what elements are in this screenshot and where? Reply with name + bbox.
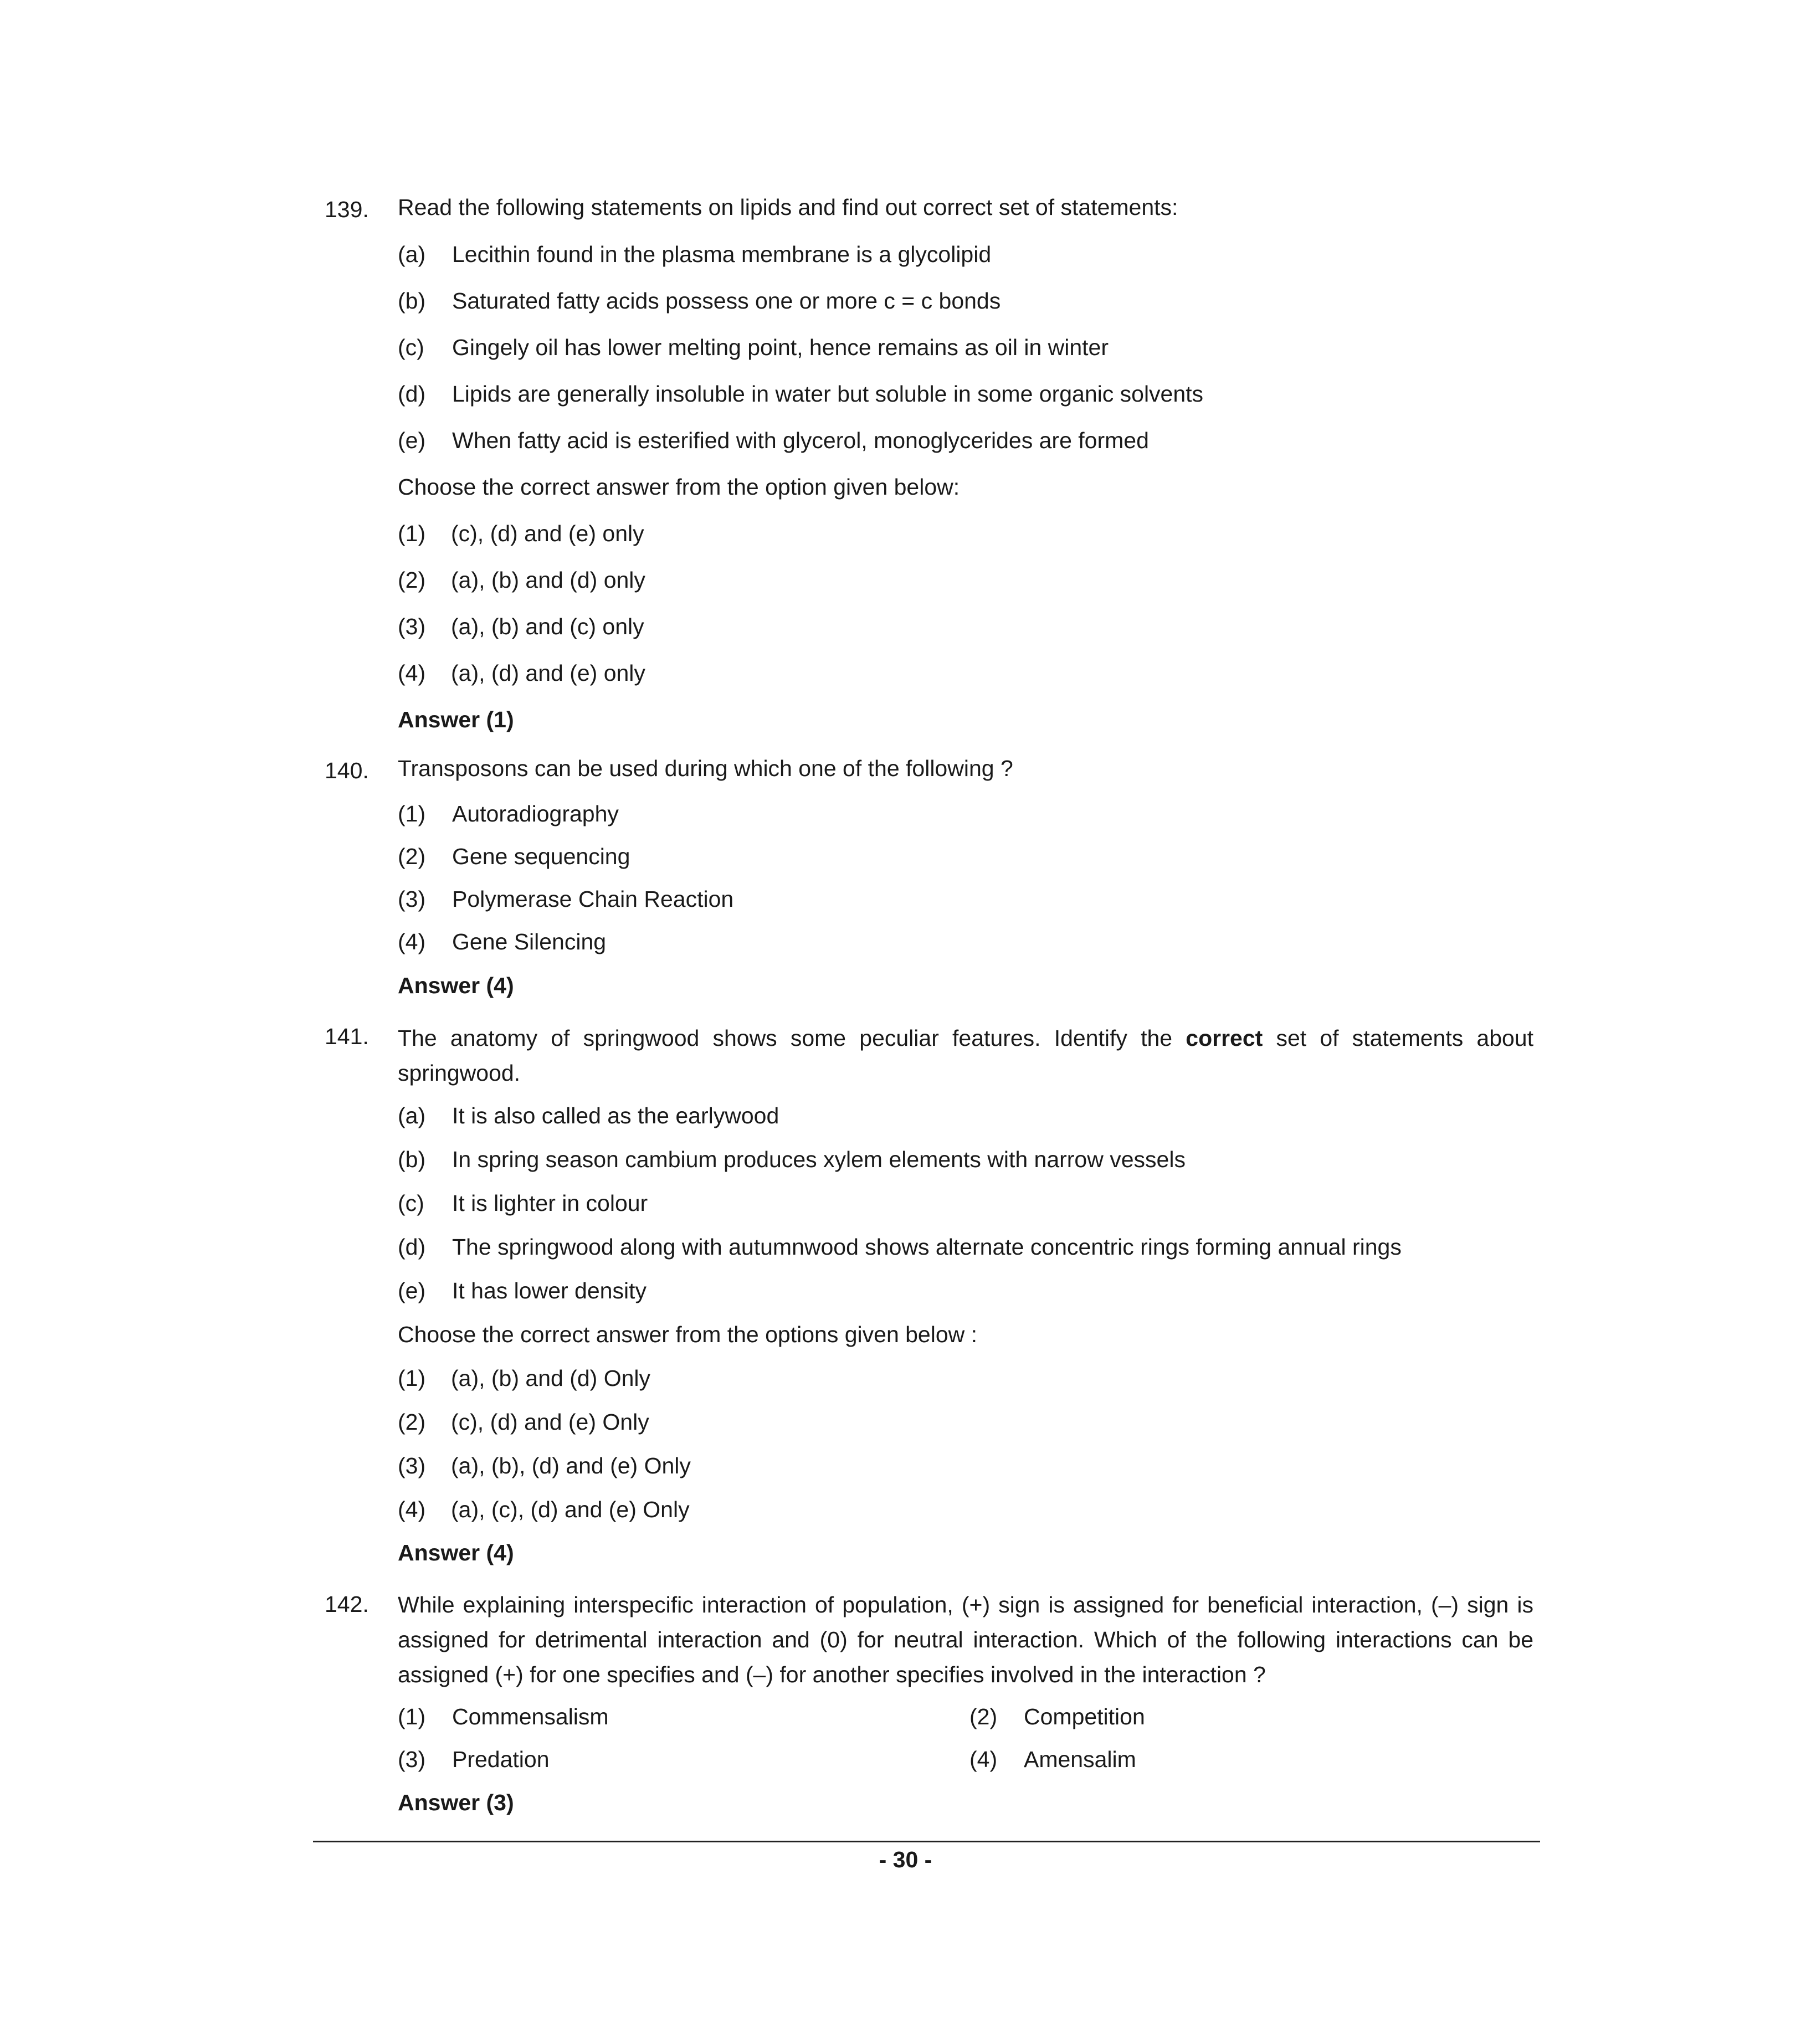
option-label: (3): [398, 1453, 426, 1478]
option-text: Commensalism: [452, 1704, 609, 1729]
statement-label: (d): [398, 381, 426, 407]
emphasis-text: correct: [1186, 1025, 1263, 1051]
answer-label: Answer (1): [398, 707, 514, 732]
option-text: (c), (d) and (e) Only: [451, 1409, 649, 1435]
option-text: Amensalim: [1024, 1747, 1136, 1772]
option-text: (a), (b) and (d) Only: [451, 1365, 650, 1391]
question-number: 141.: [325, 1024, 369, 1049]
statement-text: It is also called as the earlywood: [452, 1103, 779, 1128]
option-text: Gene Silencing: [452, 929, 607, 954]
option-label: (2): [969, 1704, 998, 1729]
statement-text: Lipids are generally insoluble in water but soluble in some organic solvents: [452, 381, 1204, 407]
option-text: (c), (d) and (e) only: [451, 521, 644, 546]
statement-label: (e): [398, 1278, 426, 1303]
option-label: (1): [398, 521, 426, 546]
option-label: (4): [398, 929, 426, 954]
statement-label: (d): [398, 1234, 426, 1260]
question-text-part: set of statements about springwood.: [398, 1025, 1533, 1086]
question-text: [398, 1021, 1533, 1091]
option-label: (4): [398, 660, 426, 686]
option-text: Polymerase Chain Reaction: [452, 886, 734, 912]
statement-label: (e): [398, 428, 426, 453]
statement-label: (a): [398, 1103, 426, 1128]
statement-text: The springwood along with autumnwood shows alternate concentric rings forming annual rings: [452, 1234, 1402, 1260]
option-label: (3): [398, 886, 426, 912]
statement-text: Gingely oil has lower melting point, hence remains as oil in winter: [452, 335, 1109, 360]
option-text: (a), (c), (d) and (e) Only: [451, 1497, 690, 1522]
statement-label: (c): [398, 1190, 424, 1216]
footer-divider: [313, 1841, 1540, 1842]
option-label: (3): [398, 1747, 426, 1772]
statement-label: (a): [398, 242, 426, 267]
statement-text: It is lighter in colour: [452, 1190, 648, 1216]
option-text: Gene sequencing: [452, 844, 630, 869]
question-text: Read the following statements on lipids and find out correct set of statements:: [398, 194, 1178, 220]
statement-text: It has lower density: [452, 1278, 647, 1303]
option-text: Autoradiography: [452, 801, 619, 826]
option-label: (4): [969, 1747, 998, 1772]
statement-text: Lecithin found in the plasma membrane is a glycolipid: [452, 242, 992, 267]
question-number: 140.: [325, 758, 369, 783]
question-text-part: The anatomy of springwood shows some peculiar features. Identify the: [398, 1025, 1186, 1051]
option-text: (a), (b) and (c) only: [451, 614, 644, 639]
option-text: (a), (d) and (e) only: [451, 660, 645, 686]
option-label: (4): [398, 1497, 426, 1522]
statement-text: In spring season cambium produces xylem elements with narrow vessels: [452, 1147, 1186, 1172]
option-label: (1): [398, 1704, 426, 1729]
answer-label: Answer (3): [398, 1790, 514, 1815]
option-label: (2): [398, 1409, 426, 1435]
page-number: - 30 -: [879, 1847, 932, 1872]
option-text: Competition: [1024, 1704, 1145, 1729]
option-text: (a), (b) and (d) only: [451, 567, 645, 593]
option-label: (2): [398, 567, 426, 593]
option-label: (1): [398, 801, 426, 826]
option-text: (a), (b), (d) and (e) Only: [451, 1453, 691, 1478]
option-label: (2): [398, 844, 426, 869]
option-label: (3): [398, 614, 426, 639]
instruction-text: Choose the correct answer from the option given below:: [398, 474, 960, 500]
statement-label: (b): [398, 288, 426, 314]
statement-text: Saturated fatty acids possess one or more c = c bonds: [452, 288, 1001, 314]
option-text: Predation: [452, 1747, 550, 1772]
statement-text: When fatty acid is esterified with glycerol, monoglycerides are formed: [452, 428, 1149, 453]
statement-label: (c): [398, 335, 424, 360]
instruction-text: Choose the correct answer from the options given below :: [398, 1322, 978, 1347]
question-number: 142.: [325, 1591, 369, 1617]
question-text: While explaining interspecific interaction of population, (+) sign is assigned for beneficial interaction, (–) sign is assigned for detrimental interaction and (0) for neutral interaction. Which of the following interactions can be assigned (+) for one specifies and (–) for another specifies involved in the interaction ?: [398, 1592, 1533, 1687]
question-number: 139.: [325, 197, 369, 222]
answer-label: Answer (4): [398, 973, 514, 998]
question-text: Transposons can be used during which one of the following ?: [398, 756, 1013, 781]
option-label: (1): [398, 1365, 426, 1391]
answer-label: Answer (4): [398, 1540, 514, 1565]
statement-label: (b): [398, 1147, 426, 1172]
